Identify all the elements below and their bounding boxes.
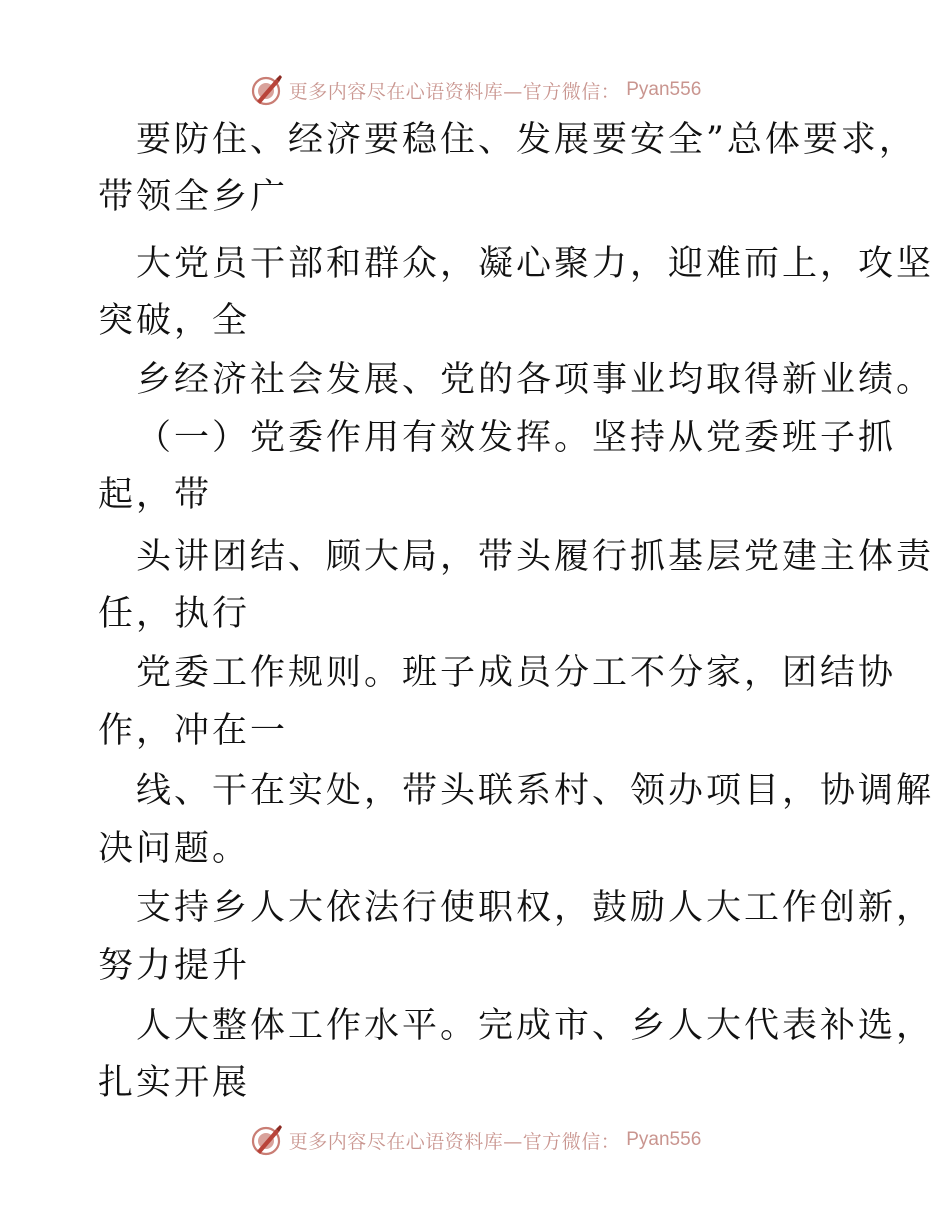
text-line: 带领全乡广 [98,177,289,217]
text-line: 乡经济社会发展、党的各项事业均取得新业绩。 [136,360,935,400]
pen-logo-icon [249,73,283,107]
text-line: 大党员干部和群众，凝心聚力，迎难而上，攻坚 [136,244,935,284]
watermark-wechat-id: Pyan556 [626,1129,702,1150]
header-watermark [0,70,950,110]
text-line: 起，带 [98,475,213,515]
watermark-text: 更多内容尽在心语资料库—官方微信： [288,1130,621,1153]
text-line: 突破，全 [98,301,251,341]
text-line: 党委工作规则。班子成员分工不分家，团结协 [136,653,897,693]
text-line: （一）党委作用有效发挥。坚持从党委班子抓 [136,418,897,458]
watermark-text: 更多内容尽在心语资料库—官方微信： [288,80,621,103]
text-line: 人大整体工作水平。完成市、乡人大代表补选， [136,1006,935,1046]
text-line: 支持乡人大依法行使职权，鼓励人大工作创新， [136,888,935,928]
pen-logo-icon [249,1123,283,1157]
text-line: 任，执行 [98,594,251,634]
text-line: 努力提升 [98,946,251,986]
text-line: 线、干在实处，带头联系村、领办项目，协调解 [136,771,935,811]
footer-watermark [0,1120,950,1160]
watermark-wechat-id: Pyan556 [626,79,702,100]
text-line: 要防住、经济要稳住、发展要安全”总体要求， [136,120,917,160]
text-line: 作，冲在一 [98,711,289,751]
text-line: 决问题。 [98,829,251,869]
text-line: 头讲团结、顾大局，带头履行抓基层党建主体责 [136,537,935,577]
text-line: 扎实开展 [98,1063,251,1103]
